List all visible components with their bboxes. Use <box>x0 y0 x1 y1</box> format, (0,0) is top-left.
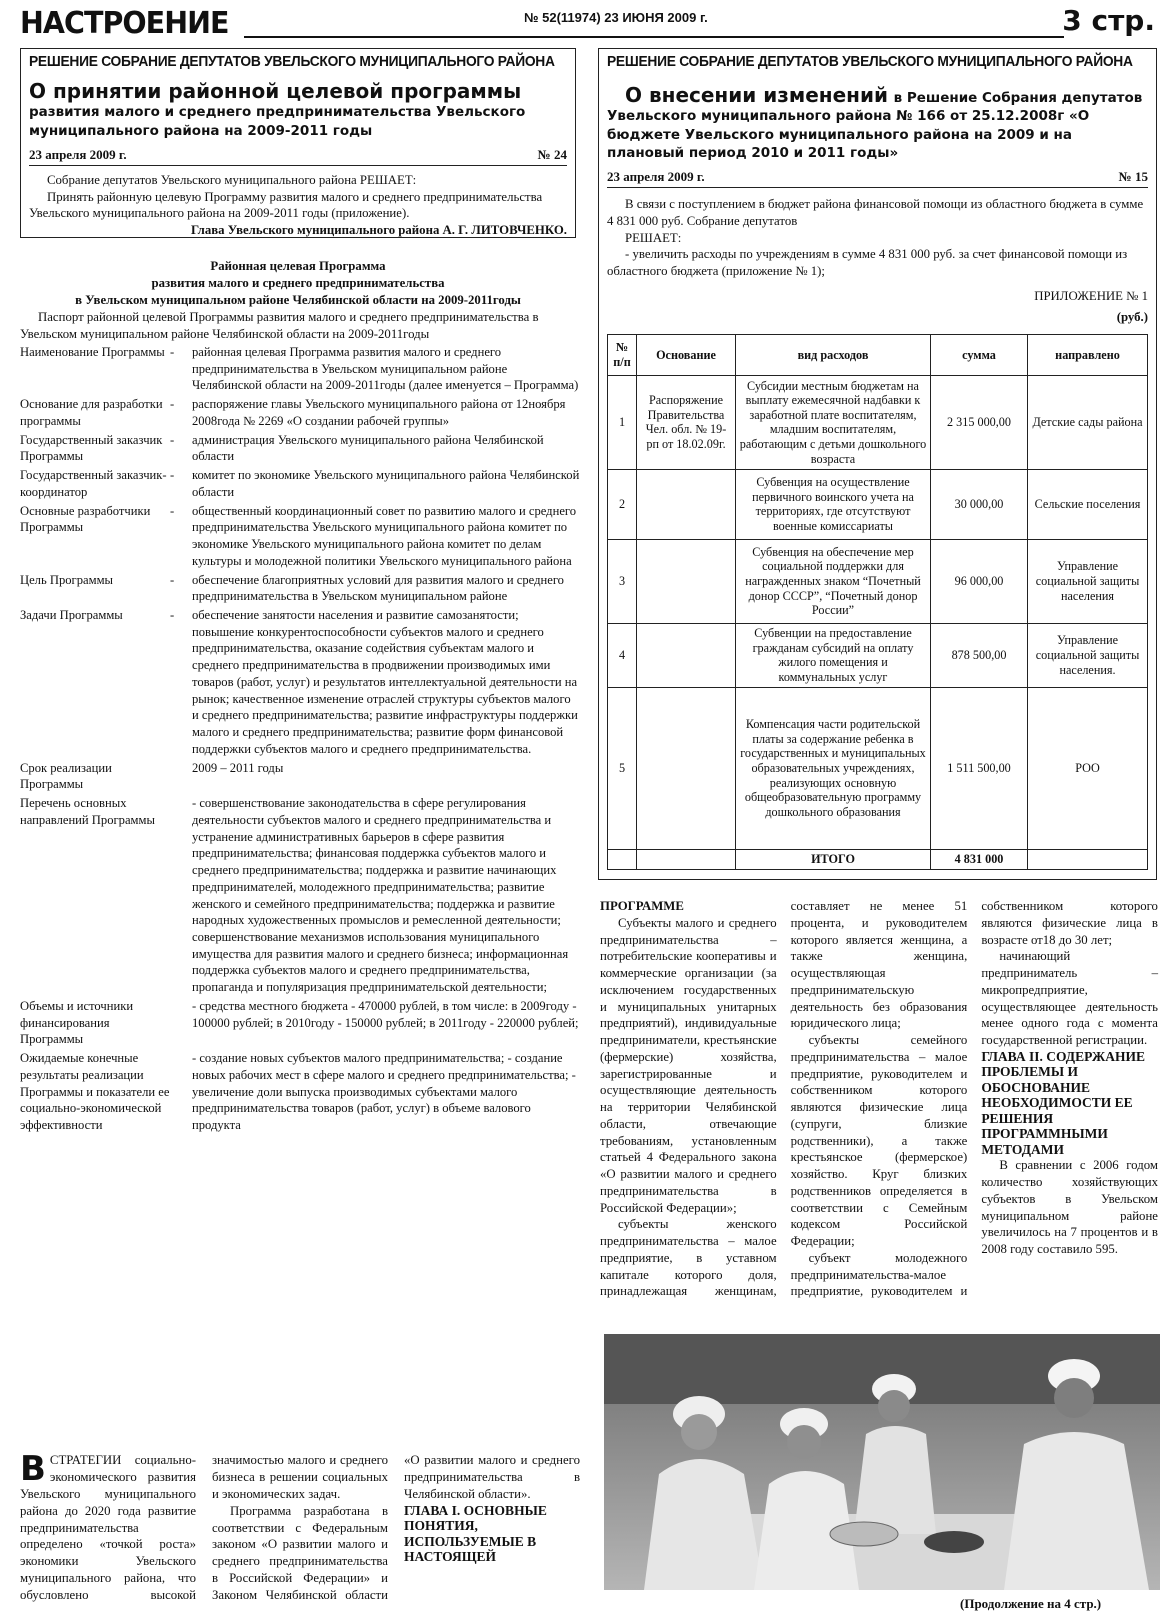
passport-label: Срок реализации Программы <box>20 760 112 792</box>
passport-dash: - <box>170 503 175 518</box>
definitions-p1: Субъекты малого и среднего предпринимательства – потребительские кооперативы и коммерческие организации (за исключением государственных и муниципальных унитарных предприятий), индивидуальные предприниматели, крестьянские (фермерские) хозяйства, зарегистрированные и осуществляющие деятельность на территории Челябинской области, отвечающие требованиям, установленным статьей 4 Федерального закона «О развитии малого и среднего предпринимательства в Российской Федерации»; <box>600 915 777 1215</box>
passport-label: Государственный заказчик-координатор <box>20 468 167 499</box>
passport-row <box>20 396 580 429</box>
definitions-p4: субъект молодежного предпринимательства-малое предприятие, руководителем и собственником которого являются физические лица в возрасте от18 до 30 лет; <box>790 899 1158 1299</box>
row-sum: 96 000,00 <box>931 539 1028 623</box>
row-basis <box>637 623 736 687</box>
total-empty-2 <box>637 849 736 869</box>
chapter-2-heading: ГЛАВА II. СОДЕРЖАНИЕ ПРОБЛЕМЫ И ОБОСНОВАНИЕ НЕОБХОДИМОСТИ ЕЕ РЕШЕНИЯ ПРОГРАММНЫМИ МЕТОДАМИ <box>981 1048 1145 1157</box>
left-decision-box <box>20 48 576 238</box>
passport-dash: - <box>170 572 175 587</box>
newspaper-title: НАСТРОЕНИЕ <box>20 6 229 41</box>
row-expense: Субвенции на предоставление гражданам субсидий на оплату жилого помещения и коммунальных услуг <box>736 623 931 687</box>
passport-label: Объемы и источники финансирования Программы <box>20 998 134 1047</box>
left-rubric: РЕШЕНИЕ СОБРАНИЕ ДЕПУТАТОВ УВЕЛЬСКОГО МУНИЦИПАЛЬНОГО РАЙОНА <box>29 53 555 70</box>
passport-label: Наименование Программы <box>20 345 165 359</box>
left-p2: Принять районную целевую Программу развития малого и среднего предпринимательства Увельского муниципального района на 2009-2011 годы (приложение). <box>29 189 543 221</box>
passport-value: - создание новых субъектов малого предпринимательства; - создание новых рабочих мест в сфере малого и среднего предпринимательства; - увеличение доли выпуска производимых субъектами малого предпринимательства товаров (работ, услуг) в объеме валового продукта <box>192 1051 576 1133</box>
passport-label: Основание для разработки программы <box>20 397 163 428</box>
passport-value: обеспечение благоприятных условий для развития малого и среднего предпринимательства в Увельском муниципальном районе <box>192 572 564 604</box>
row-number: 4 <box>608 623 637 687</box>
page-number: 3 стр. <box>1062 4 1155 37</box>
left-signature: Глава Увельского муниципального района А. Г. ЛИТОВЧЕНКО. <box>190 223 567 238</box>
passport-label: Цель Программы <box>20 572 114 587</box>
table-row <box>608 375 1148 469</box>
row-basis <box>637 469 736 539</box>
passport-label: Ожидаемые конечные результаты реализации Программы и показатели ее социально-экономической эффективности <box>20 1051 170 1133</box>
passport-row <box>20 760 580 793</box>
definitions-p3: субъекты семейного предпринимательства – малое предприятие, руководителем и собственником которого являются физические лица (супруги, близкие родственники), а также крестьянское (фермерское) хозяйство. Круг близких родственников определяется в соответствии с Семейным кодексом Российской Федерации; <box>790 1033 968 1248</box>
total-value: 4 831 000 <box>931 849 1028 869</box>
col-header-sum: сумма <box>931 334 1028 375</box>
right-decision-box <box>598 48 1157 880</box>
row-sum: 1 511 500,00 <box>931 687 1028 849</box>
right-date: 23 апреля 2009 г. <box>607 168 705 184</box>
passport-value: районная целевая Программа развития малого и среднего предпринимательства в Увельском муниципальном районе Челябинской области на 2009-2011годы (далее именуется – Программа) <box>192 345 579 393</box>
definitions-heading: ПРОГРАММЕ <box>600 899 684 913</box>
passport-dash <box>170 760 192 793</box>
right-p2: РЕШАЕТ: <box>625 230 682 245</box>
passport-dash: - <box>170 397 175 412</box>
masthead <box>14 4 1159 44</box>
row-expense: Компенсация части родительской платы за содержание ребенка в государственных и муниципальных образовательных учреждениях, реализующих основную общеобразовательную программу дошкольного образования <box>736 687 931 849</box>
row-expense: Субсидии местным бюджетам на выплату ежемесячной надбавки к заработной плате воспитателям, младшим воспитателям, работающим с детьми дошкольного возраста <box>736 375 931 469</box>
row-basis <box>637 687 736 849</box>
passport-value: общественный координационный совет по развитию малого и среднего предпринимательства Увельского муниципального района комитет по экономике Увельского муниципального района комитет по делам культуры и молодежной политики Увельского муниципального района <box>192 503 577 568</box>
passport-dash: - <box>170 608 175 623</box>
table-row <box>608 623 1148 687</box>
budget-table <box>607 334 1148 870</box>
col-header-basis: Основание <box>637 334 736 375</box>
passport-row <box>20 432 580 465</box>
left-number: № 24 <box>537 146 567 162</box>
passport-value: - совершенствование законодательства в сфере регулирования деятельности субъектов малого и среднего предпринимательства и устранение административных барьеров в сфере развития предпринимательства; финансовая поддержка субъектов малого и среднего предпринимательства; поддержка и развитие начинающих предпринимателей, молодежного предпринимательства; развитие женского и семейного предпринимательства; поддержка и развитие народных художественных промыслов и ремесленной деятельности; совершенствование механизмов использования муниципального имущества для развития малого и среднего бизнеса; информационная поддержка субъектов малого и среднего предпринимательства, пропаганда и популяризация предпринимательской деятельности; <box>192 796 569 995</box>
col-header-recipient: направлено <box>1028 334 1148 375</box>
continued-note: (Продолжение на 4 стр.) <box>960 1596 1102 1611</box>
row-sum: 2 315 000,00 <box>931 375 1028 469</box>
total-empty-1 <box>608 849 637 869</box>
definitions-p5: начинающий предприниматель – микропредприятие, осуществляющее деятельность менее одного года с момента государственной регистрации. <box>981 949 1158 1047</box>
photo-illustration <box>604 1334 1160 1590</box>
passport-value: комитет по экономике Увельского муниципального района Челябинской области <box>192 468 580 499</box>
row-expense: Субвенция на осуществление первичного воинского учета на территориях, где отсутствуют военные комиссариаты <box>736 469 931 539</box>
row-basis: Распоряжение Правительства Чел. обл. № 19-рп от 18.02.09г. <box>637 375 736 469</box>
issue-number: № 52(11974) 23 ИЮНЯ 2009 г. <box>524 10 708 25</box>
row-basis <box>637 539 736 623</box>
program-title-3: в Увельском муниципальном районе Челябинской области на 2009-2011годы <box>75 292 521 307</box>
right-number: № 15 <box>1118 168 1148 184</box>
passport-dash <box>170 795 192 996</box>
row-recipient: РОО <box>1028 687 1148 849</box>
row-number: 3 <box>608 539 637 623</box>
col-header-number: № п/п <box>608 334 637 375</box>
total-empty-3 <box>1028 849 1148 869</box>
passport-dash <box>170 1050 192 1134</box>
row-recipient: Сельские поселения <box>1028 469 1148 539</box>
chapter-1-heading: ГЛАВА I. ОСНОВНЫЕ ПОНЯТИЯ, ИСПОЛЬЗУЕМЫЕ В НАСТОЯЩЕЙ <box>404 1502 547 1565</box>
strategy-text-2: Программа разработана в соответствии с Федеральным законом «О развитии малого и среднего предпринимательства в Российской Федерации» и Законом Челябинской области «О развитии малого и среднего предпринимательства в Челябинской области». <box>212 1453 580 1603</box>
row-number: 2 <box>608 469 637 539</box>
passport-dash <box>170 998 192 1048</box>
budget-table-header <box>608 334 1148 375</box>
passport-label: Перечень основных направлений Программы <box>20 796 155 827</box>
row-expense: Субвенция на обеспечение мер социальной поддержки для награжденных знаком “Почетный донор СССР”, “Почетный донор России” <box>736 539 931 623</box>
definitions-p2: субъекты женского предпринимательства – малое предприятие, в уставном капитале которого доля, принадлежащая женщинам, составляет не менее 51 процента, и руководителем которого является женщина, а также женщина, осуществляющая предпринимательскую деятельность без образования юридического лица; <box>600 899 968 1299</box>
program-title-2: развития малого и среднего предпринимательства <box>151 275 445 290</box>
masthead-rule <box>244 36 1064 38</box>
passport-row <box>20 607 580 758</box>
passport-dash: - <box>170 345 175 359</box>
program-intro: Паспорт районной целевой Программы развития малого и среднего предпринимательства в Увельском муниципальном районе Челябинской области на 2009-2011годы <box>20 309 539 341</box>
right-headline-main: О внесении изменений <box>625 83 889 107</box>
passport-dash: - <box>170 468 175 483</box>
left-p1: Собрание депутатов Увельского муниципального района РЕШАЕТ: <box>47 172 417 187</box>
strategy-text: СТРАТЕГИИ социально-экономического развития Увельского муниципального района до 2020 года развитие предпринимательства определено «точкой роста» экономики Увельского муниципального района, что обусловлено высокой значимостью малого и среднего бизнеса в решении социальных и экономических задач. <box>20 1453 388 1603</box>
passport-label: Государственный заказчик Программы <box>20 432 163 464</box>
row-recipient: Управление социальной защиты населения. <box>1028 623 1148 687</box>
program-title <box>20 258 576 342</box>
passport-value: администрация Увельского муниципального района Челябинской области <box>192 432 544 464</box>
passport-row <box>20 467 580 500</box>
row-recipient: Детские сады района <box>1028 375 1148 469</box>
program-passport <box>20 344 580 1136</box>
col-header-expense: вид расходов <box>736 334 931 375</box>
kitchen-workers-photo <box>604 1334 1160 1590</box>
table-total-row <box>608 849 1148 869</box>
total-label: ИТОГО <box>736 849 931 869</box>
left-headline-rest: развития малого и среднего предпринимательства Увельского муниципального района на 2009-2011 годы <box>29 104 526 139</box>
passport-row <box>20 503 580 570</box>
table-row <box>608 539 1148 623</box>
passport-label: Задачи Программы <box>20 608 123 623</box>
strategy-columns <box>20 1449 580 1617</box>
passport-value: распоряжение главы Увельского муниципального района от 12ноября 2008года № 2269 «О создании рабочей группы» <box>192 397 566 428</box>
row-number: 5 <box>608 687 637 849</box>
passport-value: 2009 – 2011 годы <box>192 760 284 775</box>
left-date: 23 апреля 2009 г. <box>29 146 127 162</box>
program-title-1: Районная целевая Программа <box>210 259 386 273</box>
left-dateline <box>29 147 567 166</box>
passport-row <box>20 572 580 605</box>
right-rubric: РЕШЕНИЕ СОБРАНИЕ ДЕПУТАТОВ УВЕЛЬСКОГО МУНИЦИПАЛЬНОГО РАЙОНА <box>607 53 1133 70</box>
row-sum: 30 000,00 <box>931 469 1028 539</box>
right-headline <box>607 84 1148 161</box>
passport-row <box>20 1050 580 1134</box>
dropcap: В <box>20 1449 46 1489</box>
right-headline-rest: в Решение Собрания депутатов Увельского муниципального района № 166 от 25.12.2008г «О бюджете Увельского муниципального района на 2009 и на плановый период 2010 и 2011 годы» <box>607 90 1143 161</box>
passport-value: - средства местного бюджета - 470000 рублей, в том числе: в 2009году - 100000 рублей; в 2010году - 150000 рублей; в 2011году - 220000 рублей; <box>192 998 579 1030</box>
table-row <box>608 469 1148 539</box>
passport-value: обеспечение занятости населения и развитие самозанятости; повышение конкурентоспособности субъектов малого и среднего предпринимательства, оказание содействия субъектам малого и среднего предпринимательства в продвижении производимых ими товаров (работ, услуг) и результатов интеллектуальной деятельности на рынок; качественное изменение отраслей структуры субъектов малого и среднего предпринимательства; развитие инфраструктуры поддержки малого и среднего предпринимательства; развитие форм финансовой поддержки субъектов малого и среднего предпринимательства. <box>192 608 578 756</box>
right-dateline <box>607 169 1148 188</box>
row-sum: 878 500,00 <box>931 623 1028 687</box>
left-headline-main: О принятии районной целевой программы <box>29 79 522 103</box>
passport-label: Основные разработчики Программы <box>20 503 151 535</box>
definitions-p6: В сравнении с 2006 годом количество хозяйствующих субъектов в Увельском муниципальном районе увеличилось на 7 процентов и в 2008 году составило 595. <box>981 1158 1158 1257</box>
appendix-label: ПРИЛОЖЕНИЕ № 1 <box>1034 289 1148 304</box>
table-row <box>608 687 1148 849</box>
passport-row <box>20 344 580 394</box>
row-number: 1 <box>608 375 637 469</box>
right-p3: - увеличить расходы по учреждениям в сумме 4 831 000 руб. за счет финансовой помощи из областного бюджета (приложение № 1); <box>607 247 1128 279</box>
unit-label: (руб.) <box>1116 310 1148 325</box>
row-recipient: Управление социальной защиты населения <box>1028 539 1148 623</box>
left-headline <box>29 80 567 139</box>
passport-dash: - <box>170 432 175 447</box>
right-p1: В связи с поступлением в бюджет района финансовой помощи из областного бюджета в сумме 4 831 000 руб. Собрание депутатов <box>607 196 1144 228</box>
program-definitions-columns <box>600 898 1158 1318</box>
passport-row <box>20 998 580 1048</box>
passport-row <box>20 795 580 996</box>
